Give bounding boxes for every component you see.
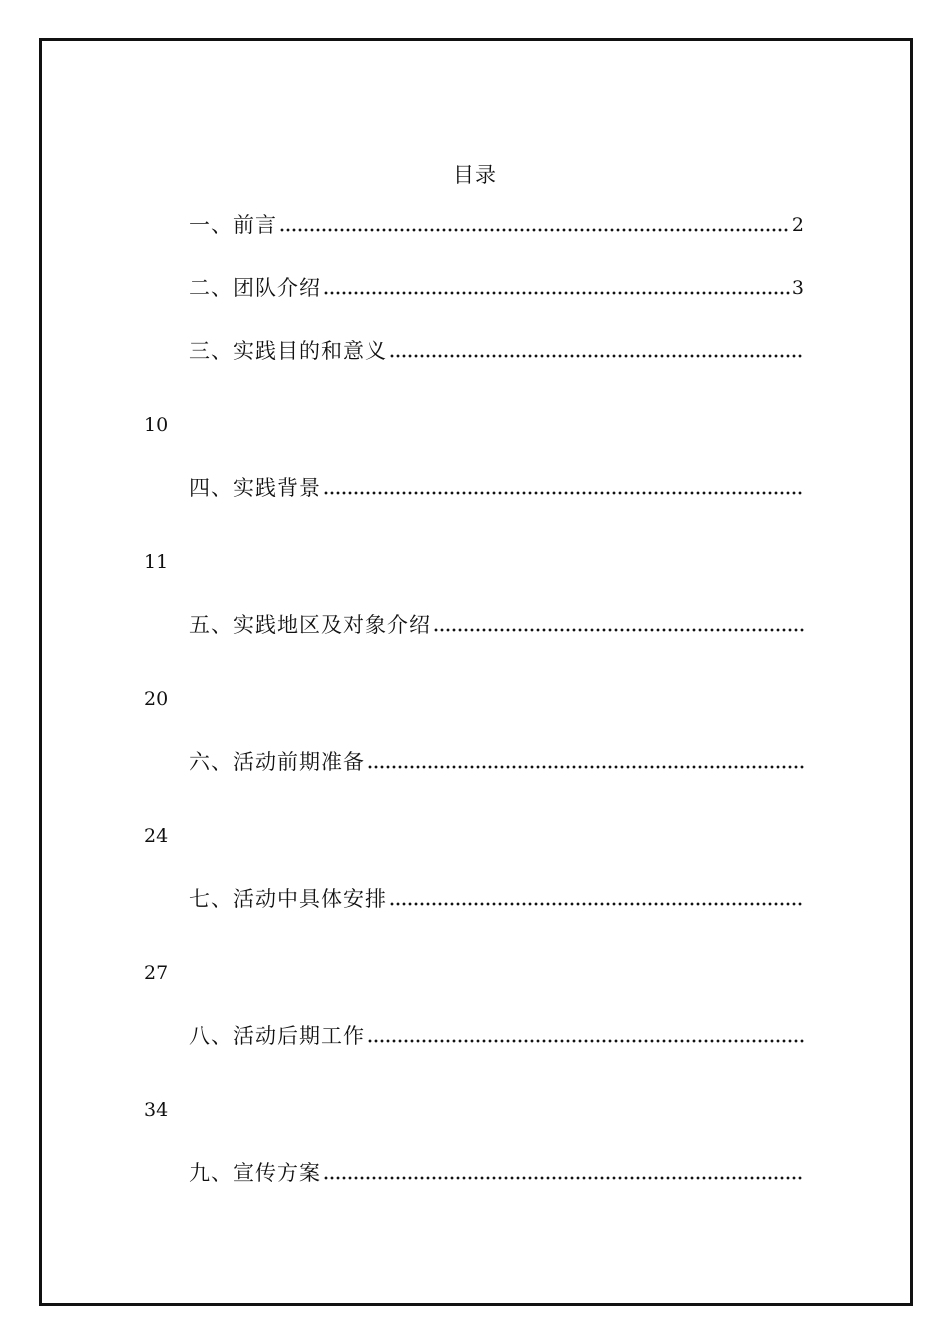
dot-leader [389,884,804,914]
toc-entry-page: 10 [144,414,169,436]
toc-entry-title: 四、实践背景 [189,476,321,500]
toc-entry-page: 3 [791,277,804,299]
toc-entry-title: 二、团队介绍 [189,276,321,300]
toc-entry-background[interactable] [189,473,804,503]
dot-leader [389,336,804,366]
toc-entry-arrangement[interactable] [189,884,804,914]
toc-entry-page: 24 [144,825,169,847]
dot-leader [323,1158,804,1188]
toc-entry-purpose[interactable] [189,336,804,366]
toc-entry-title: 一、前言 [189,213,277,237]
toc-entry-title: 八、活动后期工作 [189,1024,365,1048]
toc-entry-team[interactable] [189,273,804,303]
toc-entry-preface[interactable] [189,210,804,240]
toc-entry-followup[interactable] [189,1021,804,1051]
dot-leader [433,610,804,640]
toc-entry-region[interactable] [189,610,804,640]
dot-leader [323,473,804,503]
dot-leader [323,273,790,303]
toc-entry-preparation[interactable] [189,747,804,777]
toc-title: 目录 [453,163,497,187]
dot-leader [279,210,790,240]
toc-entry-page: 27 [144,962,169,984]
toc-entry-title: 六、活动前期准备 [189,750,365,774]
toc-entry-page: 20 [144,688,169,710]
toc-entry-title: 九、宣传方案 [189,1161,321,1185]
toc-entry-page: 34 [144,1099,169,1121]
toc-entry-title: 七、活动中具体安排 [189,887,387,911]
dot-leader [367,1021,804,1051]
toc-entry-title: 五、实践地区及对象介绍 [189,613,431,637]
toc-entry-page: 2 [791,214,804,236]
toc-entry-publicity[interactable] [189,1158,804,1188]
dot-leader [367,747,804,777]
toc-entry-page: 11 [144,551,169,573]
toc-entry-title: 三、实践目的和意义 [189,339,387,363]
